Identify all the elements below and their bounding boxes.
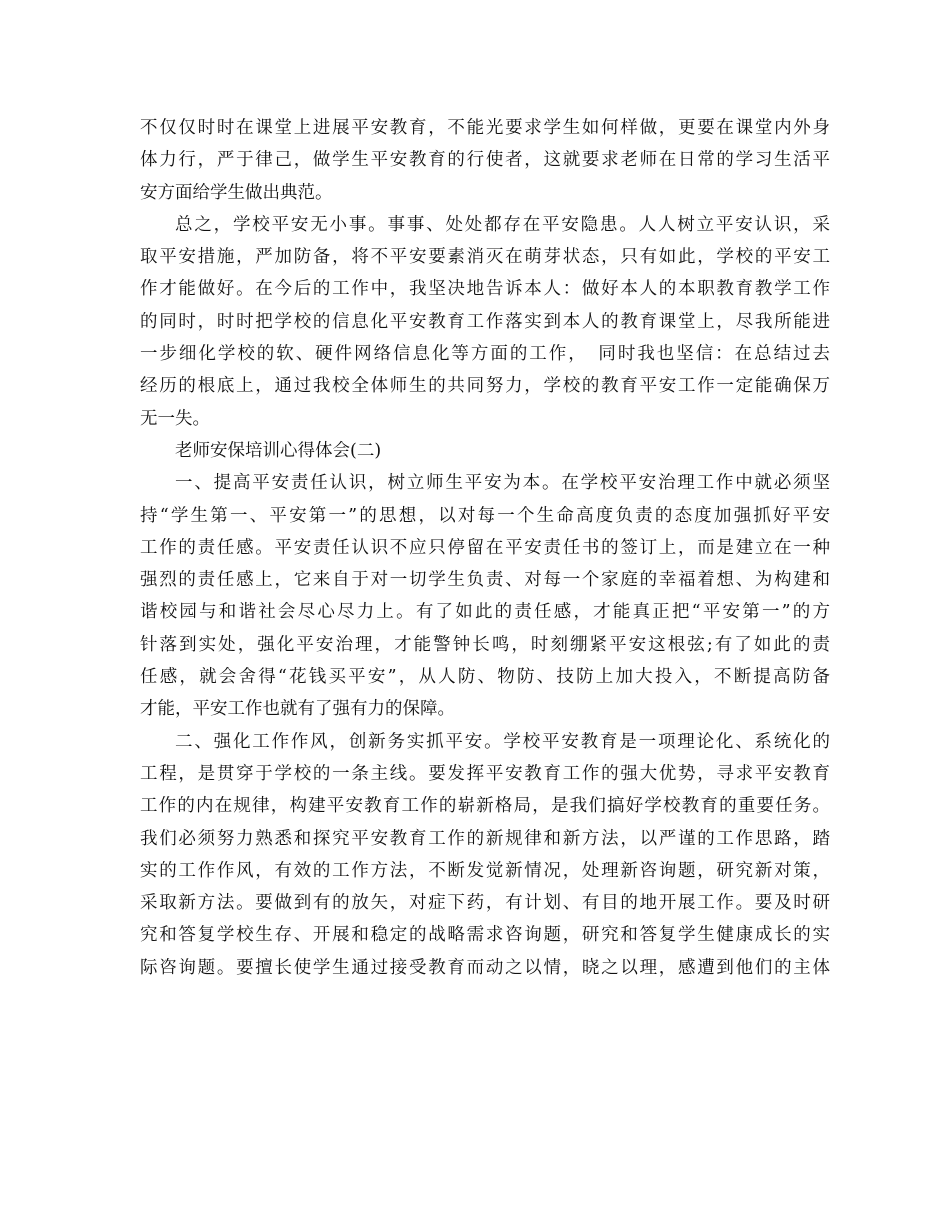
text-line: 工作的内在规律，构建平安教育工作的崭新格局，是我们搞好学校教育的重要任务。 [140, 796, 830, 817]
text-line: 采取新方法。要做到有的放矢，对症下药，有计划、有目的地开展工作。要及时研 [140, 893, 830, 914]
text-line: 总之，学校平安无小事。事事、处处都存在平安隐患。人人树立平安认识，采 [175, 214, 830, 235]
text-line: 无一失。 [140, 408, 210, 429]
text-line: 针落到实处，强化平安治理，才能警钟长鸣，时刻绷紧平安这根弦;有了如此的责 [140, 634, 830, 655]
text-line: 老师安保培训心得体会(二) [175, 440, 382, 461]
text-line: 际咨询题。要擅长使学生通过接受教育而动之以情，晓之以理，感遭到他们的主体 [140, 957, 830, 978]
text-line: 谐校园与和谐社会尽心尽力上。有了如此的责任感，才能真正把“平安第一”的方 [140, 602, 830, 623]
text-line: 实的工作作风，有效的工作方法，不断发觉新情况，处理新咨询题，研究新对策， [140, 860, 830, 881]
text-line: 安方面给学生做出典范。 [140, 182, 333, 203]
text-line: 一步细化学校的软、硬件网络信息化等方面的工作， 同时我也坚信：在总结过去 [140, 344, 830, 365]
text-line: 的同时，时时把学校的信息化平安教育工作落实到本人的教育课堂上，尽我所能进 [140, 311, 830, 332]
text-line: 持“学生第一、平安第一”的思想，以对每一个生命高度负责的态度加强抓好平安 [140, 505, 830, 526]
text-line: 经历的根底上，通过我校全体师生的共同努力，学校的教育平安工作一定能确保万 [140, 376, 830, 397]
text-line: 不仅仅时时在课堂上进展平安教育，不能光要求学生如何样做，更要在课堂内外身 [140, 118, 830, 138]
document-body [140, 112, 830, 984]
text-line: 二、强化工作作风，创新务实抓平安。学校平安教育是一项理论化、系统化的 [175, 731, 830, 752]
text-line: 才能，平安工作也就有了强有力的保障。 [140, 699, 455, 720]
text-line: 作才能做好。在今后的工作中，我坚决地告诉本人：做好本人的本职教育教学工作 [140, 279, 830, 300]
text-line: 强烈的责任感上，它来自于对一切学生负责、对每一个家庭的幸福着想、为构建和 [140, 570, 830, 591]
text-line: 我们必须努力熟悉和探究平安教育工作的新规律和新方法，以严谨的工作思路，踏 [140, 828, 830, 849]
text-line: 工作的责任感。平安责任认识不应只停留在平安责任书的签订上，而是建立在一种 [140, 537, 830, 558]
text-line: 体力行，严于律己，做学生平安教育的行使者，这就要求老师在日常的学习生活平 [140, 150, 830, 171]
text-line: 取平安措施，严加防备，将不平安要素消灭在萌芽状态，只有如此，学校的平安工 [140, 247, 830, 268]
text-line: 任感，就会舍得“花钱买平安”，从人防、物防、技防上加大投入，不断提高防备 [140, 667, 830, 688]
text-line: 一、提高平安责任认识，树立师生平安为本。在学校平安治理工作中就必须坚 [175, 473, 830, 494]
text-line: 究和答复学校生存、开展和稳定的战略需求咨询题，研究和答复学生健康成长的实 [140, 925, 830, 946]
text-line: 工程，是贯穿于学校的一条主线。要发挥平安教育工作的强大优势，寻求平安教育 [140, 763, 830, 784]
